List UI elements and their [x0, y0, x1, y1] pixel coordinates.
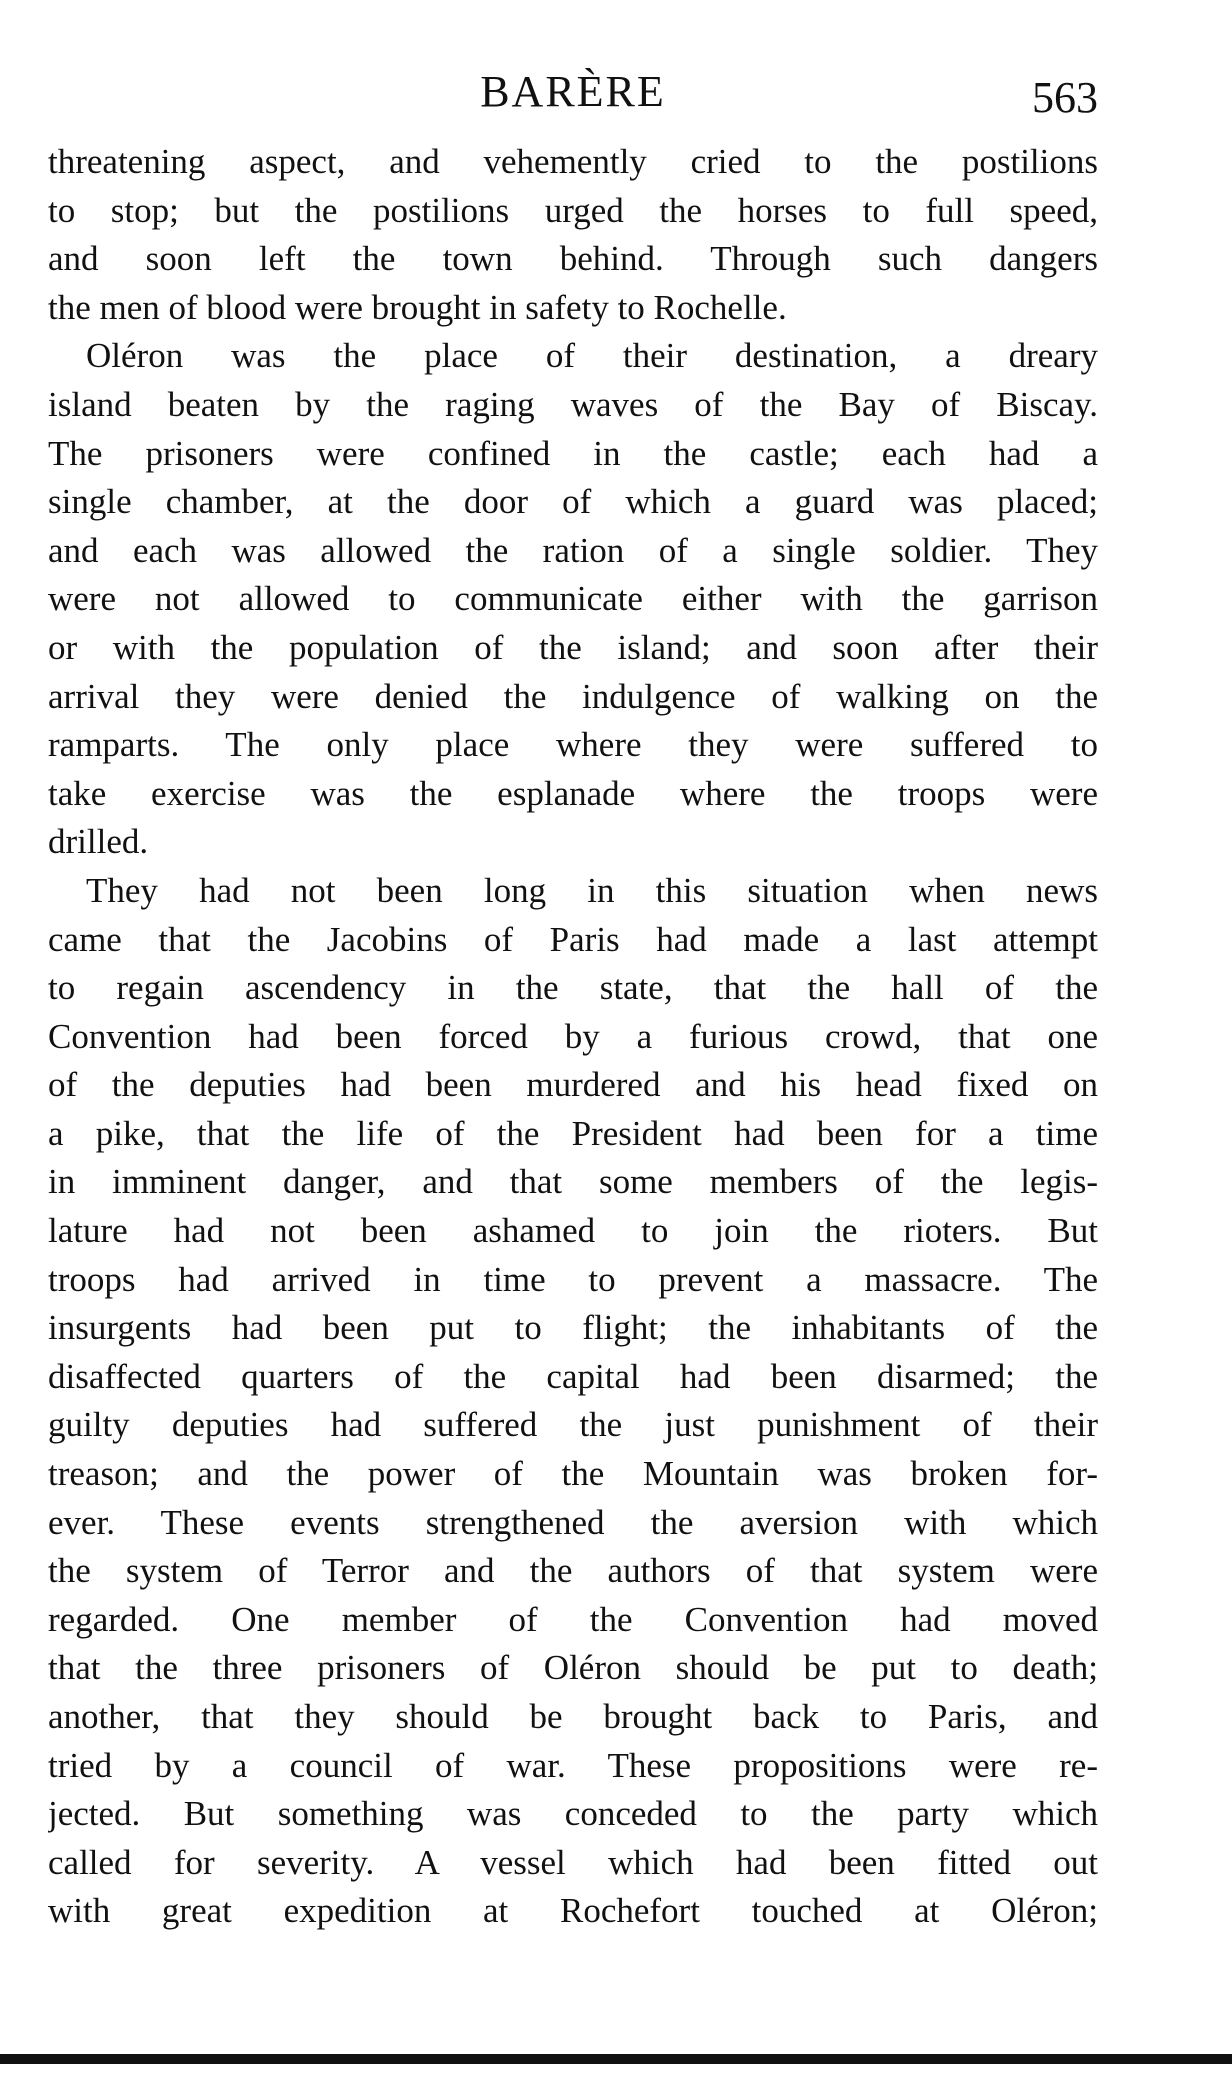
text-line: to stop; but the postilions urged the horses to full speed,	[48, 190, 1098, 230]
text-line: guilty deputies had suffered the just punishment of their	[48, 1405, 1098, 1445]
text-line: in imminent danger, and that some members of the legis-	[48, 1162, 1098, 1202]
text-line: arrival they were denied the indulgence of walking on the	[48, 676, 1098, 716]
text-line: that the three prisoners of Oléron should be put to death;	[48, 1648, 1098, 1688]
text-line: The prisoners were confined in the castle; each had a	[48, 433, 1098, 473]
text-line: Oléron was the place of their destination, a dreary	[86, 336, 1098, 376]
body-text	[48, 138, 1098, 1936]
text-line: with great expedition at Rochefort touched at Oléron;	[48, 1891, 1098, 1931]
text-line: They had not been long in this situation when news	[86, 870, 1098, 910]
text-line: troops had arrived in time to prevent a massacre. The	[48, 1259, 1098, 1299]
text-line: treason; and the power of the Mountain was broken for-	[48, 1454, 1098, 1494]
text-line: regarded. One member of the Convention had moved	[48, 1599, 1098, 1639]
page-bottom-rule	[0, 2054, 1232, 2064]
text-line: to regain ascendency in the state, that the hall of the	[48, 968, 1098, 1008]
text-line: disaffected quarters of the capital had been disarmed; the	[48, 1356, 1098, 1396]
text-line: were not allowed to communicate either with the garrison	[48, 579, 1098, 619]
text-line: tried by a council of war. These propositions were re-	[48, 1745, 1098, 1785]
text-line: and soon left the town behind. Through such dangers	[48, 239, 1098, 279]
running-head	[48, 62, 1098, 122]
text-line: Convention had been forced by a furious crowd, that one	[48, 1016, 1098, 1056]
text-line: a pike, that the life of the President had been for a time	[48, 1113, 1098, 1153]
text-line: and each was allowed the ration of a single soldier. They	[48, 530, 1098, 570]
text-line: ever. These events strengthened the aversion with which	[48, 1502, 1098, 1542]
text-line: or with the population of the island; and soon after their	[48, 627, 1098, 667]
text-line: came that the Jacobins of Paris had made a last attempt	[48, 919, 1098, 959]
text-line: threatening aspect, and vehemently cried to the postilions	[48, 142, 1098, 181]
text-line: of the deputies had been murdered and his head fixed on	[48, 1065, 1098, 1105]
text-line: the men of blood were brought in safety to Rochelle.	[48, 287, 787, 327]
text-line: drilled.	[48, 822, 149, 862]
text-line: lature had not been ashamed to join the rioters. But	[48, 1211, 1098, 1251]
text-line: the system of Terror and the authors of that system were	[48, 1551, 1098, 1591]
text-line: called for severity. A vessel which had been fitted out	[48, 1842, 1098, 1882]
text-line: another, that they should be brought back to Paris, and	[48, 1697, 1098, 1736]
page-number: 563	[1032, 73, 1098, 122]
text-line: take exercise was the esplanade where the troops were	[48, 773, 1098, 813]
text-line: jected. But something was conceded to the party which	[48, 1794, 1098, 1834]
text-line: single chamber, at the door of which a guard was placed;	[48, 482, 1098, 522]
text-line: ramparts. The only place where they were suffered to	[48, 725, 1098, 765]
text-line: island beaten by the raging waves of the Bay of Biscay.	[48, 384, 1098, 424]
text-line: insurgents had been put to flight; the inhabitants of the	[48, 1308, 1098, 1348]
running-title: BARÈRE	[480, 67, 666, 116]
